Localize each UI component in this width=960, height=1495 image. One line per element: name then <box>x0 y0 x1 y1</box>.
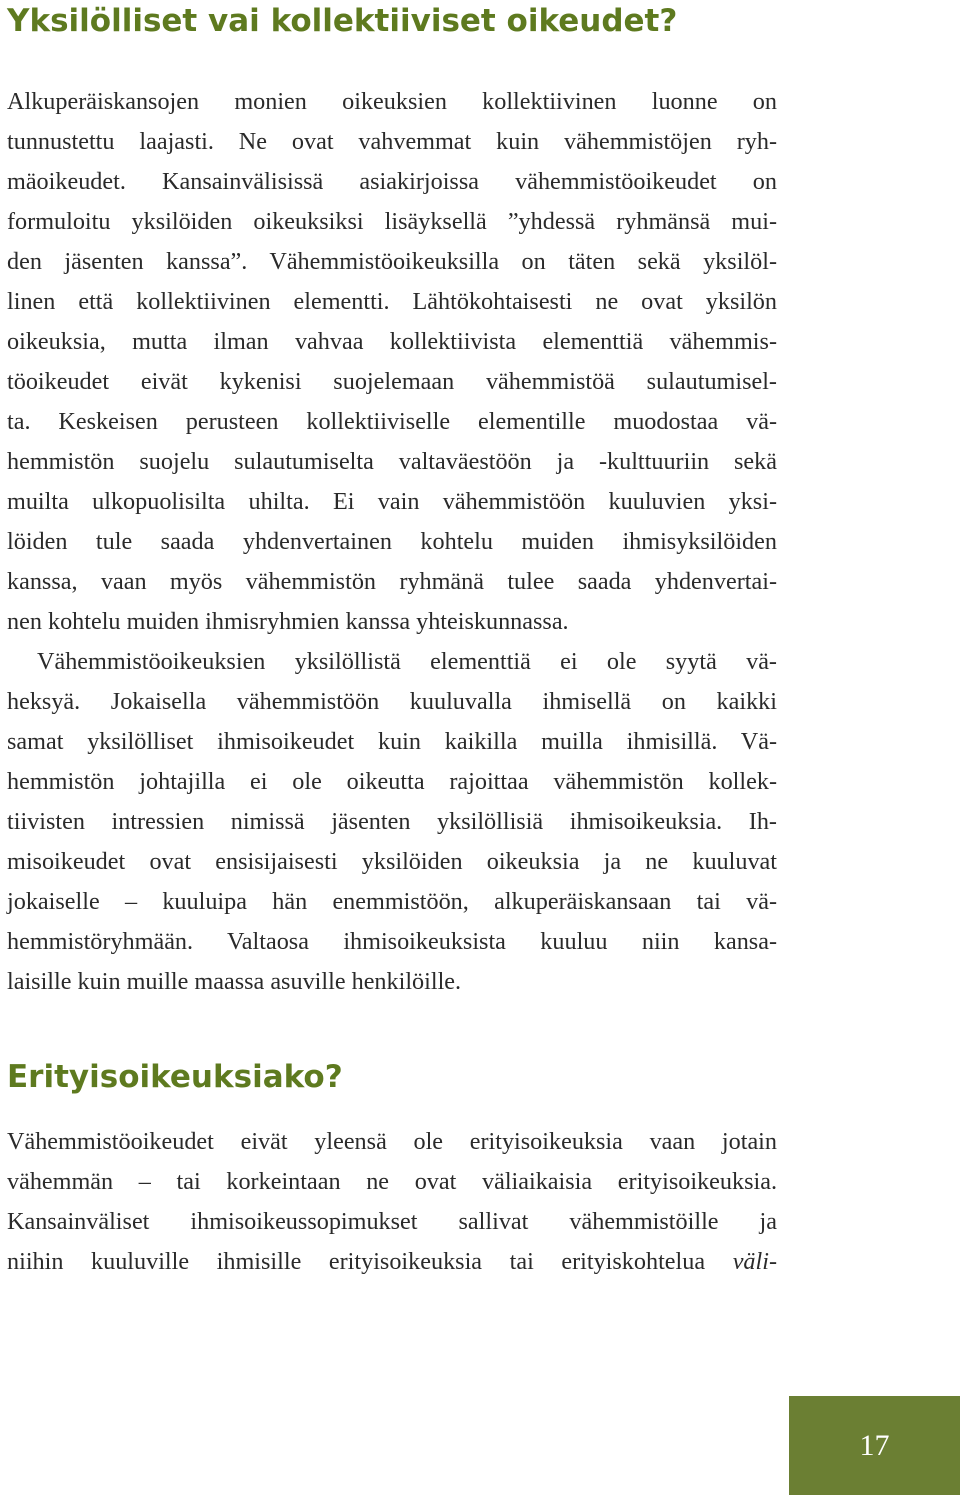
text-line: nen kohtelu muiden ihmisryhmien kanssa yhteiskunnassa. <box>7 608 569 635</box>
text-line: hemmistöryhmään. Valtaosa ihmisoikeuksista kuuluu niin kansa- <box>7 928 777 955</box>
text-line: hemmistön johtajilla ei ole oikeutta rajoittaa vähemmistön kollek- <box>7 768 777 795</box>
text-line: jokaiselle – kuuluipa hän enemmistöön, alkuperäiskansaan tai vä- <box>7 888 777 915</box>
text-line: tunnustettu laajasti. Ne ovat vahvemmat kuin vähemmistöjen ryh- <box>7 128 777 155</box>
text-line: töoikeudet eivät kykenisi suojelemaan vähemmistöä sulautumisel- <box>7 368 777 395</box>
section-heading-special-rights: Erityisoikeuksiako? <box>7 1059 343 1095</box>
text-line: kanssa, vaan myös vähemmistön ryhmänä tulee saada yhdenvertai- <box>7 568 777 595</box>
text-line: heksyä. Jokaisella vähemmistöön kuuluvalla ihmisellä on kaikki <box>7 688 777 715</box>
text-line: linen että kollektiivinen elementti. Lähtökohtaisesti ne ovat yksilön <box>7 288 777 315</box>
text-line: Alkuperäiskansojen monien oikeuksien kollektiivinen luonne on <box>7 88 777 115</box>
text-line: samat yksilölliset ihmisoikeudet kuin kaikilla muilla ihmisillä. Vä- <box>7 728 777 755</box>
section-body-individual-or-collective-rights <box>7 82 777 1002</box>
text-line: Vähemmistöoikeuksien yksilöllistä elementtiä ei ole syytä vä- <box>37 648 777 675</box>
text-line: vähemmän – tai korkeintaan ne ovat väliaikaisia erityisoikeuksia. <box>7 1168 777 1195</box>
text-line: hemmistön suojelu sulautumiselta valtaväestöön ja -kulttuuriin sekä <box>7 448 777 475</box>
page-number-box <box>789 1396 960 1495</box>
text-line: oikeuksia, mutta ilman vahvaa kollektiivista elementtiä vähemmis- <box>7 328 777 355</box>
text-line: laisille kuin muille maassa asuville henkilöille. <box>7 968 462 995</box>
text-line: muilta ulkopuolisilta uhilta. Ei vain vähemmistöön kuuluvien yksi- <box>7 488 777 515</box>
text-line: mäoikeudet. Kansainvälisissä asiakirjoissa vähemmistöoikeudet on <box>7 168 777 195</box>
section-heading-individual-or-collective-rights: Yksilölliset vai kollektiiviset oikeudet? <box>7 3 678 39</box>
text-line: formuloitu yksilöiden oikeuksiksi lisäyksellä ”yhdessä ryhmänsä mui- <box>7 208 777 235</box>
text-line-content: niihin kuuluville ihmisille erityisoikeuksia tai erityiskohtelua <box>7 1248 706 1275</box>
text-line: ta. Keskeisen perusteen kollektiiviselle elementille muodostaa vä- <box>7 408 777 435</box>
text-line: den jäsenten kanssa”. Vähemmistöoikeuksilla on täten sekä yksilöl- <box>7 248 777 275</box>
text-line: tiivisten intressien nimissä jäsenten yksilöllisiä ihmisoikeuksia. Ih- <box>7 808 777 835</box>
text-line: löiden tule saada yhdenvertainen kohtelu muiden ihmisyksilöiden <box>7 528 777 555</box>
text-line <box>7 1242 777 1282</box>
italic-word: väli- <box>732 1248 778 1275</box>
text-line: Vähemmistöoikeudet eivät yleensä ole erityisoikeuksia vaan jotain <box>7 1128 777 1155</box>
page-number: 17 <box>859 1429 890 1462</box>
text-line: Kansainväliset ihmisoikeussopimukset sallivat vähemmistöille ja <box>7 1208 777 1235</box>
section-body-special-rights <box>7 1122 777 1282</box>
text-line: misoikeudet ovat ensisijaisesti yksilöiden oikeuksia ja ne kuuluvat <box>7 848 777 875</box>
